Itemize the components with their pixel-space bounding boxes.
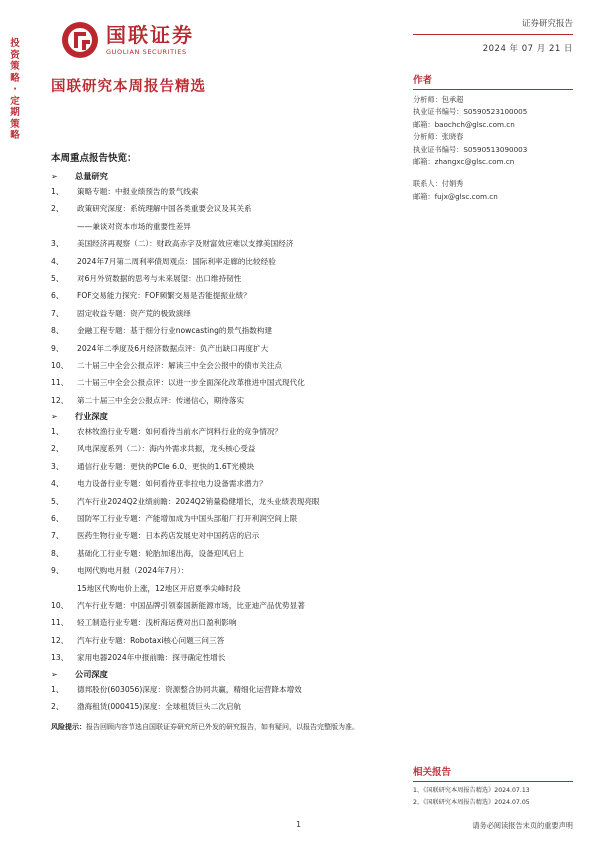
report-item: [51, 392, 403, 409]
report-item-title: 通信行业专题：更快的PCIe 6.0、更快的1.6T光模块: [77, 461, 255, 471]
report-item-title: 家用电器2024年中报前瞻：探寻确定性增长: [77, 653, 226, 663]
side-banner-char: 定: [10, 95, 20, 107]
side-banner-char: ·: [13, 84, 17, 95]
category-heading: [51, 410, 403, 423]
report-item-number: 7、: [51, 531, 64, 541]
author-panel: [413, 72, 573, 203]
page-title: 国联研究本周报告精选: [51, 79, 206, 95]
report-item-continuation: ——兼谈对资本市场的重要性差异: [77, 221, 191, 231]
report-item-number: 12、: [51, 395, 69, 405]
report-item: [51, 235, 403, 252]
report-item-number: 2、: [51, 701, 64, 711]
report-item-number: 2、: [51, 444, 64, 454]
report-item-number: 11、: [51, 378, 69, 388]
report-item: [51, 287, 403, 304]
arrow-bullet-icon: ➢: [51, 172, 58, 181]
related-report-link[interactable]: 1、《国联研究本周报告精选》2024.07.13: [413, 787, 530, 794]
author-info-line: 邮箱：baochch@glsc.com.cn: [413, 119, 515, 129]
authors-heading: 作者: [413, 72, 573, 90]
report-item: [51, 374, 403, 391]
report-item-number: 8、: [51, 548, 64, 558]
report-item-number: 11、: [51, 618, 69, 628]
category-title: 公司深度: [75, 668, 108, 679]
report-item: [51, 440, 403, 457]
summary-heading: 本周重点报告快览：: [51, 153, 137, 164]
author-info-line: 分析师：张晓春: [413, 132, 464, 142]
report-item-title: 固定收益专题：资产荒的极致演绎: [77, 308, 191, 318]
report-item-number: 12、: [51, 635, 69, 645]
author-gap: [413, 168, 573, 178]
report-item: [51, 510, 403, 527]
report-item-number: 4、: [51, 256, 64, 266]
report-item: [51, 493, 403, 510]
arrow-bullet-icon: ➢: [51, 412, 58, 422]
report-item: [51, 681, 403, 698]
report-item-number: 6、: [51, 291, 64, 301]
header-divider: [413, 34, 573, 35]
author-info-line: 执业证书编号：S0590523100005: [413, 107, 528, 117]
report-type-label: 证券研究报告: [521, 19, 573, 29]
report-item-title: 策略专题：中报业绩预告的景气线索: [77, 187, 199, 196]
report-item: [51, 545, 403, 562]
report-item-title: 德邦股份(603056)深度：资源整合协同共赢，精细化运营降本增效: [77, 684, 302, 694]
side-banner-char: 资: [10, 49, 20, 61]
author-info-line: 邮箱：fujx@glsc.com.cn: [413, 191, 498, 201]
related-reports-panel: [413, 764, 573, 809]
report-item: [51, 698, 403, 715]
report-item: [51, 183, 403, 200]
report-item-number: 3、: [51, 461, 64, 471]
report-item: [51, 632, 403, 649]
report-item: [51, 597, 403, 614]
footer-disclaimer: 请务必阅读报告末页的重要声明: [472, 821, 573, 830]
report-item-number: 6、: [51, 514, 64, 524]
report-item-number: 10、: [51, 360, 69, 370]
report-item-number: 7、: [51, 308, 64, 318]
risk-note: [51, 721, 403, 733]
side-banner-char: 略: [10, 72, 20, 84]
report-item-continuation: 15地区代购电价上涨，12地区开启夏季尖峰时段: [77, 583, 241, 593]
report-item: [51, 200, 403, 217]
risk-text: 报告回顾内容节选自国联证券研究所已外发的研究报告，如有疑问，以报告完整版为准。: [86, 723, 359, 732]
report-item: [51, 357, 403, 374]
risk-label: 风险提示：: [51, 723, 86, 732]
report-item-number: 9、: [51, 343, 64, 353]
report-item-number: 9、: [51, 566, 64, 576]
related-report-link[interactable]: 2、《国联研究本周报告精选》2024.07.05: [413, 799, 530, 806]
report-item-title: 金融工程专题：基于细分行业nowcasting的景气指数构建: [77, 326, 273, 336]
logo-chinese-name: 国联证券: [106, 23, 194, 47]
report-item-number: 10、: [51, 600, 69, 610]
company-logo: [60, 20, 194, 60]
report-item: [51, 475, 403, 492]
report-item-title: 轻工制造行业专题：浅析海运费对出口盈利影响: [77, 618, 237, 628]
report-item-title: 风电深度系列（二）：海内外需求共振，龙头核心受益: [77, 444, 256, 454]
report-item-title: 电网代购电月报（2024年7月）：: [77, 566, 189, 576]
report-item-number: 8、: [51, 326, 64, 336]
report-item-title: 第二十届三中全会公报点评：传递信心，期待落实: [77, 395, 245, 405]
report-item: [51, 562, 403, 579]
side-banner-char: 投: [10, 38, 20, 49]
report-item-number: 13、: [51, 653, 69, 663]
report-item-title: 汽车行业专题：中国品牌引领泰国新能源市场，比亚迪产品优势显著: [77, 600, 305, 610]
author-info-line: 邮箱：zhangxc@glsc.com.cn: [413, 157, 515, 167]
report-item-title: 基础化工行业专题：轮胎加速出海，设备迎风启上: [77, 548, 245, 558]
author-info-line: 分析师：包承超: [413, 95, 464, 104]
report-item-title: 电力设备行业专题：如何看待亚非拉电力设备需求潜力？: [77, 479, 267, 489]
report-sections: [51, 170, 403, 715]
report-item: [51, 614, 403, 631]
report-item: [51, 253, 403, 270]
logo-english-name: GUOLIAN SECURITIES: [106, 48, 187, 56]
author-list: [413, 94, 573, 203]
report-date: 2024 年 07 月 21 日: [482, 44, 573, 54]
report-item-title: 汽车行业专题：Robotaxi核心问题三问三答: [77, 635, 225, 645]
author-info-line: 执业证书编号：S0590513090003: [413, 144, 528, 154]
report-item-title: 汽车行业2024Q2业绩前瞻：2024Q2销量稳健增长，龙头业绩表现亮眼: [77, 496, 320, 506]
report-item: [51, 423, 403, 440]
report-item-title: 国防军工行业专题：产能增加成为中国头部船厂打开利润空间上限: [77, 514, 298, 524]
report-item-title: 2024年7月第二周利率债周观点：国际利率走廊的比较经验: [77, 256, 276, 266]
category-title: 行业深度: [75, 411, 108, 422]
category-heading: [51, 668, 403, 681]
summary-section: [51, 150, 403, 733]
report-item-title: 对6月外贸数据的思考与未来展望：出口维持韧性: [77, 273, 242, 283]
report-item-title: 政策研究深度：系统理解中国各类重要会议及其关系: [77, 204, 252, 214]
category-heading: [51, 170, 403, 183]
side-banner: [6, 38, 24, 142]
related-list: [413, 785, 573, 809]
report-item-number: 5、: [51, 273, 64, 283]
side-banner-char: 策: [10, 118, 20, 130]
category-title: 总量研究: [75, 171, 108, 181]
report-item-number: 5、: [51, 496, 64, 506]
arrow-bullet-icon: ➢: [51, 669, 58, 679]
report-item: [51, 270, 403, 287]
report-item: [51, 458, 403, 475]
report-item-number: 1、: [51, 684, 64, 694]
report-item-title: 二十届三中全会公报点评：解读三中全会公报中的债市关注点: [77, 360, 283, 370]
report-item: [51, 340, 403, 357]
report-item-title: FOF交易能力探究：FOF频繁交易是否能提振业绩？: [77, 291, 251, 301]
side-banner-char: 策: [10, 61, 20, 72]
report-item-title: 二十届三中全会公报点评：以进一步全面深化改革推进中国式现代化: [77, 378, 305, 388]
report-item-title: 医药生物行业专题：日本药店发展史对中国药店的启示: [77, 531, 260, 541]
report-item-number: 3、: [51, 239, 64, 249]
report-item-number: 4、: [51, 479, 64, 489]
report-item: [51, 305, 403, 322]
report-item: [51, 649, 403, 666]
report-item-number: 1、: [51, 427, 64, 437]
author-info-line: 联系人：付娟秀: [413, 179, 464, 189]
report-item: [51, 322, 403, 339]
related-heading: 相关报告: [413, 764, 573, 782]
report-item: [51, 527, 403, 544]
side-banner-char: 期: [10, 107, 20, 118]
logo-emblem-icon: [60, 20, 100, 60]
report-item-title: 渤海租赁(000415)深度：全球租赁巨头二次启航: [77, 701, 242, 711]
report-item-title: 2024年二季度及6月经济数据点评：负产出缺口再度扩大: [77, 343, 269, 353]
report-item-title: 美国经济再观察（二）：财政高赤字及财富效应难以支撑美国经济: [77, 239, 294, 249]
report-item-title: 农林牧渔行业专题：如何看待当前水产饲料行业的竞争情况？: [77, 427, 283, 437]
side-banner-char: 略: [10, 130, 20, 141]
report-item-number: 1、: [51, 187, 64, 196]
report-item-number: 2、: [51, 204, 64, 214]
page-number: 1: [296, 820, 302, 829]
